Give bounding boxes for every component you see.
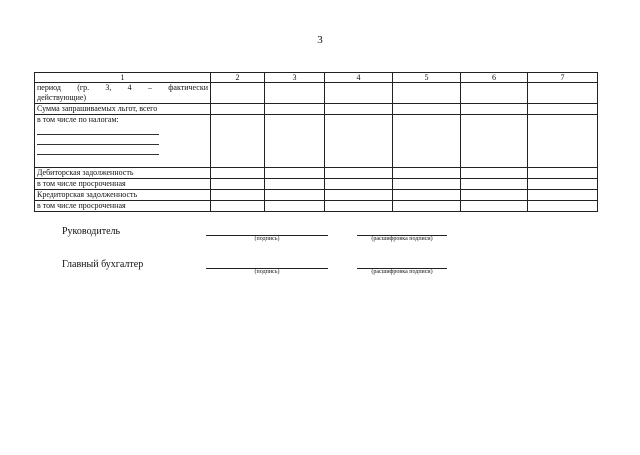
data-cell[interactable] xyxy=(325,104,393,115)
data-cell[interactable] xyxy=(393,179,461,190)
row-label xyxy=(35,115,211,168)
table-row-by-taxes xyxy=(35,115,598,168)
table-row-period xyxy=(35,83,598,104)
data-cell[interactable] xyxy=(393,190,461,201)
row-label: в том числе просроченная xyxy=(35,179,211,190)
blank-tax-line[interactable] xyxy=(37,145,159,155)
data-cell[interactable] xyxy=(528,115,598,168)
table-row-payables xyxy=(35,190,598,201)
row-label xyxy=(35,83,211,104)
page-number: 3 xyxy=(317,34,323,46)
data-cell[interactable] xyxy=(393,83,461,104)
data-cell[interactable] xyxy=(265,83,325,104)
data-cell[interactable] xyxy=(528,83,598,104)
data-cell[interactable] xyxy=(211,190,265,201)
data-cell[interactable] xyxy=(528,168,598,179)
table-row-receivables xyxy=(35,168,598,179)
signatory-role: Руководитель xyxy=(62,226,121,237)
column-header: 3 xyxy=(265,73,325,83)
data-cell[interactable] xyxy=(393,201,461,212)
column-header: 2 xyxy=(211,73,265,83)
report-table xyxy=(34,72,598,212)
data-cell[interactable] xyxy=(461,104,528,115)
data-cell[interactable] xyxy=(325,201,393,212)
data-cell[interactable] xyxy=(211,115,265,168)
data-cell[interactable] xyxy=(393,115,461,168)
column-header: 7 xyxy=(528,73,598,83)
table-header-row xyxy=(35,73,598,83)
data-cell[interactable] xyxy=(461,201,528,212)
data-cell[interactable] xyxy=(211,83,265,104)
row-label: Сумма запрашиваемых льгот, всего xyxy=(35,104,211,115)
data-cell[interactable] xyxy=(265,201,325,212)
data-cell[interactable] xyxy=(211,104,265,115)
data-cell[interactable] xyxy=(265,179,325,190)
data-cell[interactable] xyxy=(461,83,528,104)
data-cell[interactable] xyxy=(325,115,393,168)
row-label-line: действующие) xyxy=(37,93,87,102)
row-label: Кредиторская задолженность xyxy=(35,190,211,201)
data-cell[interactable] xyxy=(461,168,528,179)
data-cell[interactable] xyxy=(265,168,325,179)
data-cell[interactable] xyxy=(393,168,461,179)
data-cell[interactable] xyxy=(528,201,598,212)
row-label: Дебиторская задолженность xyxy=(35,168,211,179)
data-cell[interactable] xyxy=(211,168,265,179)
data-cell[interactable] xyxy=(325,190,393,201)
data-cell[interactable] xyxy=(325,168,393,179)
signatory-role: Главный бухгалтер xyxy=(62,259,144,270)
data-cell[interactable] xyxy=(393,104,461,115)
row-label-line: период (гр. 3, 4 – фактически xyxy=(37,83,208,92)
table-row-payables-overdue xyxy=(35,201,598,212)
blank-tax-line[interactable] xyxy=(37,135,159,145)
data-cell[interactable] xyxy=(528,190,598,201)
name-decoding-caption: (расшифровка подписи) xyxy=(371,269,433,275)
data-cell[interactable] xyxy=(461,115,528,168)
table-row-benefits-total xyxy=(35,104,598,115)
column-header: 4 xyxy=(325,73,393,83)
data-cell[interactable] xyxy=(211,201,265,212)
table-row-receivables-overdue xyxy=(35,179,598,190)
name-decoding-caption: (расшифровка подписи) xyxy=(371,236,433,242)
data-cell[interactable] xyxy=(325,83,393,104)
data-cell[interactable] xyxy=(265,104,325,115)
signature-caption: (подпись) xyxy=(254,236,280,242)
row-label: в том числе просроченная xyxy=(35,201,211,212)
blank-tax-line[interactable] xyxy=(37,125,159,135)
data-cell[interactable] xyxy=(461,179,528,190)
data-cell[interactable] xyxy=(528,179,598,190)
data-cell[interactable] xyxy=(265,190,325,201)
data-cell[interactable] xyxy=(461,190,528,201)
signature-caption: (подпись) xyxy=(254,269,280,275)
data-cell[interactable] xyxy=(325,179,393,190)
data-cell[interactable] xyxy=(211,179,265,190)
column-header: 6 xyxy=(461,73,528,83)
column-header: 5 xyxy=(393,73,461,83)
row-label-text: в том числе по налогам: xyxy=(37,115,119,124)
data-cell[interactable] xyxy=(528,104,598,115)
column-header: 1 xyxy=(35,73,211,83)
data-cell[interactable] xyxy=(265,115,325,168)
